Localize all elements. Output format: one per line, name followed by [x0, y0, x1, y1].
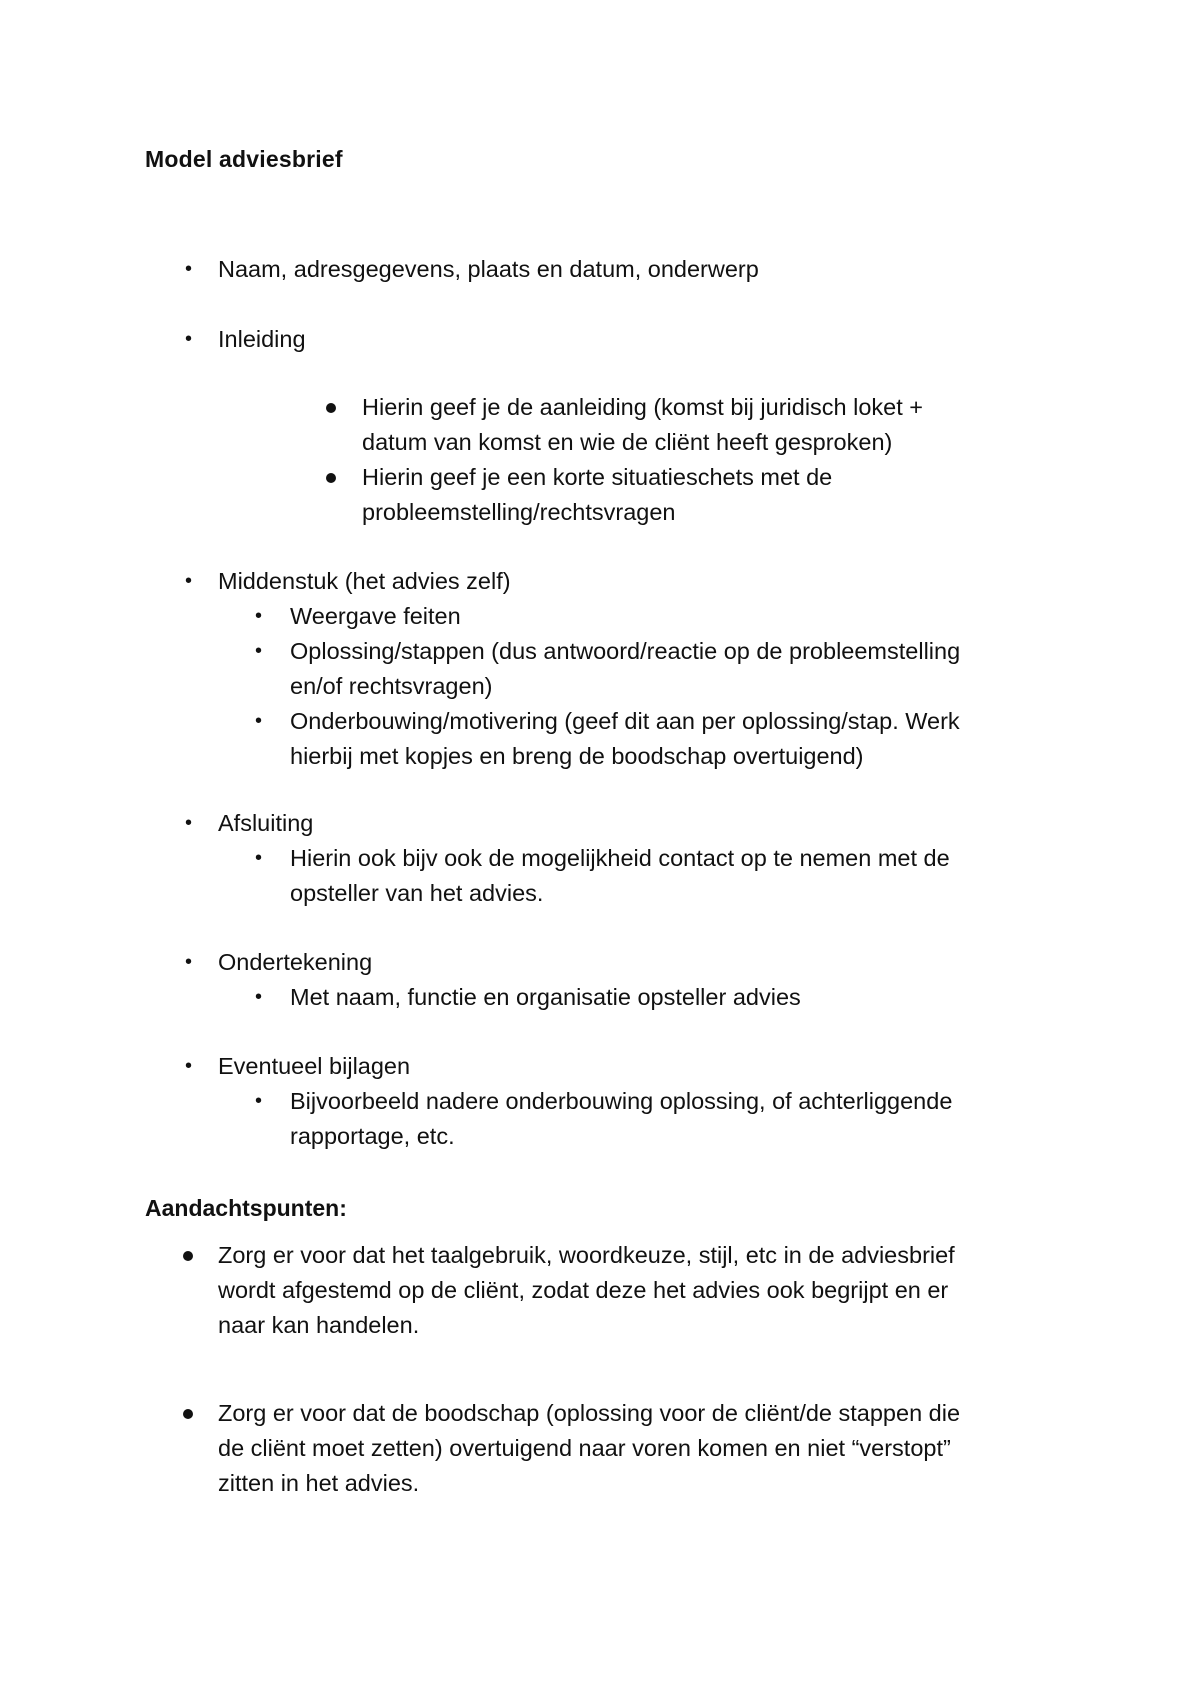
bullet-icon: • — [185, 328, 193, 350]
outline-item-ondertekening: Ondertekening — [218, 949, 373, 975]
sub-item-line: Met naam, functie en organisatie opsteller advies — [290, 984, 801, 1010]
bullet-icon: • — [255, 1090, 263, 1112]
sub-item-line: datum van komst en wie de cliënt heeft gesproken) — [362, 429, 893, 455]
sub-item-line: hierbij met kopjes en breng de boodschap overtuigend) — [290, 743, 864, 769]
sub-item-line: probleemstelling/rechtsvragen — [362, 499, 676, 525]
attention-point-line: Zorg er voor dat de boodschap (oplossing voor de cliënt/de stappen die — [218, 1400, 961, 1426]
bullet-icon: • — [185, 951, 193, 973]
sub-item-line: Hierin geef je de aanleiding (komst bij juridisch loket + — [362, 394, 924, 420]
sub-item-line: Hierin ook bijv ook de mogelijkheid contact op te nemen met de — [290, 845, 950, 871]
outline-item-bijlagen: Eventueel bijlagen — [218, 1053, 411, 1079]
sub-item-line: Bijvoorbeeld nadere onderbouwing oplossing, of achterliggende — [290, 1088, 953, 1114]
bullet-icon: • — [255, 605, 263, 627]
outline-item-middenstuk: Middenstuk (het advies zelf) — [218, 568, 511, 594]
bullet-icon: • — [255, 847, 263, 869]
bullet-icon: • — [185, 812, 193, 834]
attention-point-line: wordt afgestemd op de cliënt, zodat deze het advies ook begrijpt en er — [218, 1277, 949, 1303]
outline-item-naam: Naam, adresgegevens, plaats en datum, onderwerp — [218, 256, 759, 282]
bullet-icon — [326, 403, 336, 413]
outline-item-afsluiting: Afsluiting — [218, 810, 314, 836]
sub-item-line: Hierin geef je een korte situatieschets met de — [362, 464, 833, 490]
bullet-icon — [326, 473, 336, 483]
sub-item-line: rapportage, etc. — [290, 1123, 455, 1149]
attention-point-line: de cliënt moet zetten) overtuigend naar voren komen en niet “verstopt” — [218, 1435, 951, 1461]
bullet-icon: • — [185, 570, 193, 592]
sub-item-line: Weergave feiten — [290, 603, 461, 629]
bullet-icon — [183, 1251, 193, 1261]
document-title: Model adviesbrief — [145, 146, 343, 172]
bullet-icon: • — [255, 710, 263, 732]
attention-point-line: zitten in het advies. — [218, 1470, 420, 1496]
outline-item-inleiding: Inleiding — [218, 326, 306, 352]
sub-item-line: opsteller van het advies. — [290, 880, 544, 906]
attention-point-line: naar kan handelen. — [218, 1312, 420, 1338]
sub-item-line: Onderbouwing/motivering (geef dit aan per oplossing/stap. Werk — [290, 708, 960, 734]
bullet-icon: • — [255, 640, 263, 662]
attention-point-line: Zorg er voor dat het taalgebruik, woordkeuze, stijl, etc in de adviesbrief — [218, 1242, 955, 1268]
bullet-icon — [183, 1409, 193, 1419]
bullet-icon: • — [185, 258, 193, 280]
attention-heading: Aandachtspunten: — [145, 1195, 347, 1221]
bullet-icon: • — [255, 986, 263, 1008]
bullet-icon: • — [185, 1055, 193, 1077]
sub-item-line: Oplossing/stappen (dus antwoord/reactie op de probleemstelling — [290, 638, 961, 664]
sub-item-line: en/of rechtsvragen) — [290, 673, 493, 699]
